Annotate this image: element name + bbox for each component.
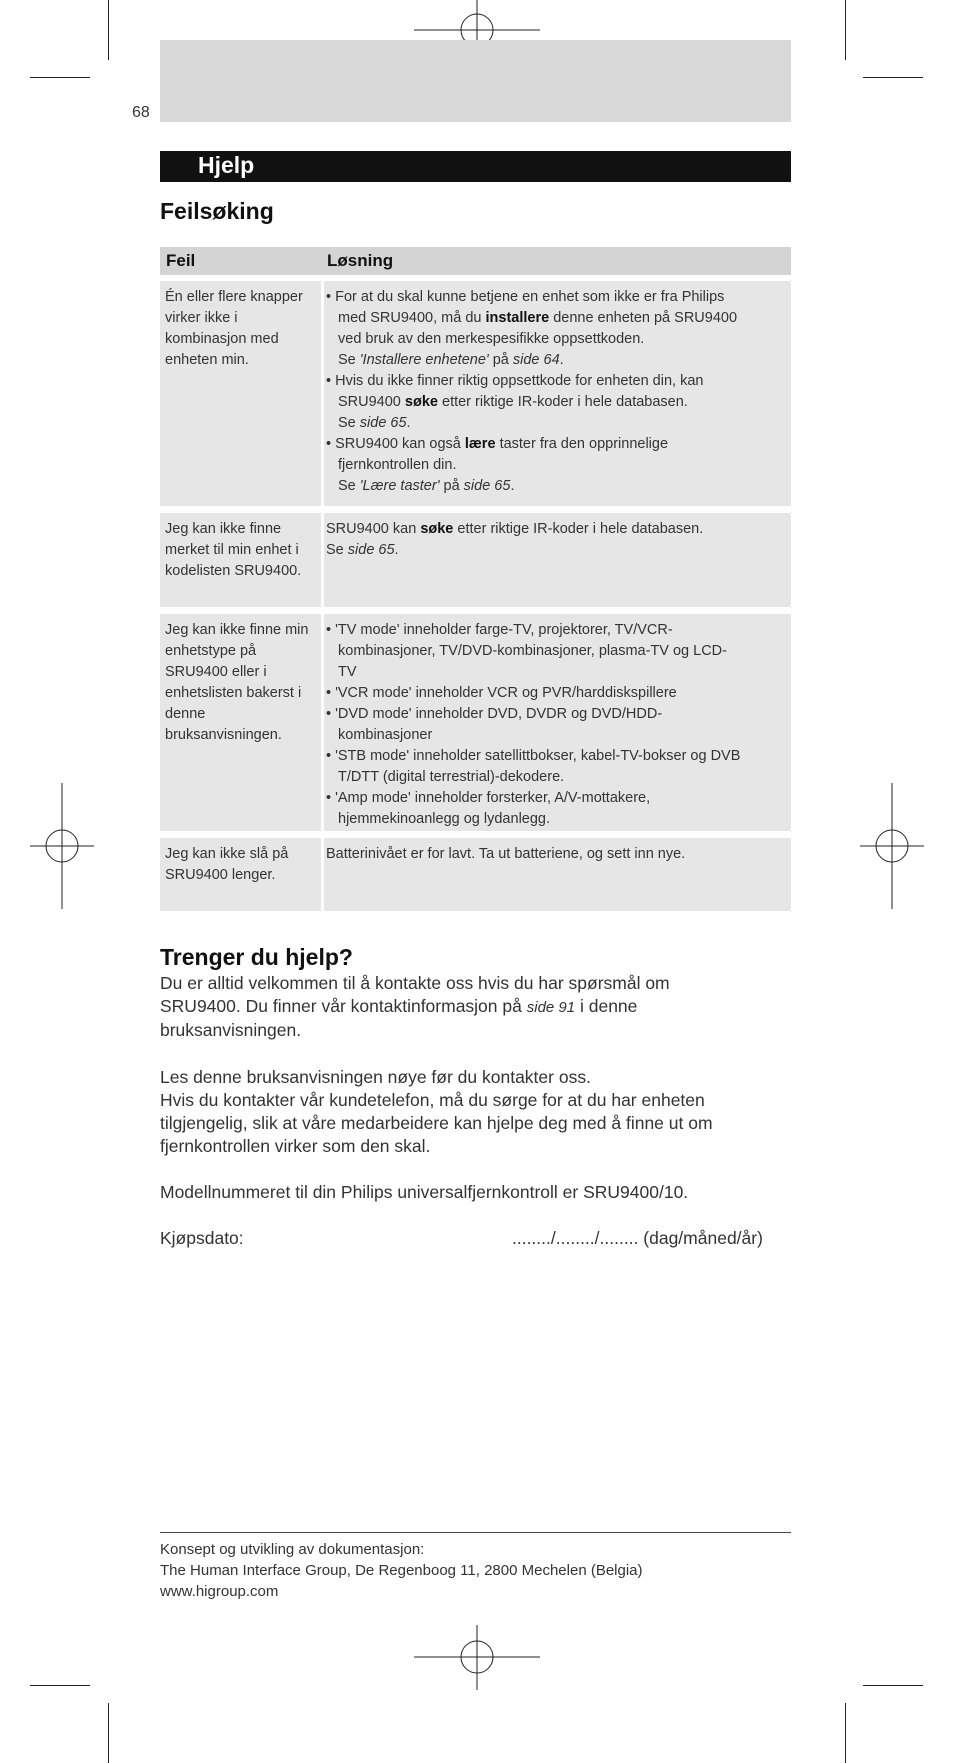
- solution-line: • 'DVD mode' inneholder DVD, DVDR og DVD/HDD-: [326, 706, 663, 722]
- help-title: Trenger du hjelp?: [160, 944, 353, 970]
- help-paragraph: [160, 972, 800, 1042]
- header-band: [160, 40, 791, 122]
- crop-mark: [863, 1685, 923, 1686]
- solution-line: Se side 65.: [326, 542, 399, 558]
- header-solution: Løsning: [327, 251, 394, 270]
- problem-cell: Jeg kan ikke finne merket til min enhet i kodelisten SRU9400.: [165, 521, 302, 579]
- registration-mark-icon: [414, 1625, 540, 1690]
- footer-link[interactable]: www.higroup.com: [160, 1583, 279, 1600]
- troubleshooting-title: Feilsøking: [160, 198, 274, 224]
- crop-mark: [108, 0, 109, 60]
- paragraph-line: bruksanvisningen.: [160, 1020, 302, 1040]
- solution-line: Se 'Installere enhetene' på side 64.: [338, 352, 564, 368]
- solution-line: Se 'Lære taster' på side 65.: [338, 478, 515, 494]
- crop-mark: [845, 1703, 846, 1763]
- paragraph-line: Les denne bruksanvisningen nøye før du kontakter oss.: [160, 1067, 591, 1087]
- column-divider: [321, 838, 324, 911]
- crop-mark: [30, 1685, 90, 1686]
- solution-line: kombinasjoner, TV/DVD-kombinasjoner, plasma-TV og LCD-: [338, 643, 727, 659]
- crop-mark: [108, 1703, 109, 1763]
- header-problem: Feil: [166, 251, 196, 270]
- registration-mark-icon: [860, 783, 924, 909]
- solution-line: kombinasjoner: [338, 727, 433, 743]
- footer-divider: [160, 1532, 791, 1533]
- solution-line: ved bruk av den merkespesifikke oppsettkoden.: [338, 331, 645, 347]
- solution-line: • SRU9400 kan også lære taster fra den opprinnelige: [326, 436, 669, 452]
- crop-mark: [30, 77, 90, 78]
- section-title: Hjelp: [198, 152, 255, 178]
- paragraph-line: tilgjengelig, slik at våre medarbeidere kan hjelpe deg med å finne ut om: [160, 1113, 713, 1133]
- footer-credits: [160, 1539, 643, 1602]
- problem-cell: Jeg kan ikke slå på SRU9400 lenger.: [165, 846, 289, 883]
- footer-line: Konsept og utvikling av dokumentasjon:: [160, 1541, 425, 1558]
- section-title-bar: [160, 151, 791, 182]
- footer-line: The Human Interface Group, De Regenboog 11, 2800 Mechelen (Belgia): [160, 1562, 643, 1579]
- model-number-text: Modellnummeret til din Philips universalfjernkontroll er SRU9400/10.: [160, 1182, 689, 1202]
- purchase-date-label: Kjøpsdato:: [160, 1228, 244, 1248]
- solution-cell: [326, 519, 788, 561]
- solution-line: SRU9400 søke etter riktige IR-koder i hele databasen.: [338, 394, 688, 410]
- solution-line: SRU9400 kan søke etter riktige IR-koder i hele databasen.: [326, 521, 704, 537]
- solution-line: • 'VCR mode' inneholder VCR og PVR/harddiskspillere: [326, 685, 677, 701]
- table-row: [160, 513, 791, 607]
- solution-cell: [326, 287, 788, 497]
- solution-line: • 'TV mode' inneholder farge-TV, projektorer, TV/VCR-: [326, 622, 673, 638]
- purchase-date-field: ......../......../........ (dag/måned/år): [512, 1228, 763, 1248]
- paragraph-line: fjernkontrollen virker som den skal.: [160, 1136, 431, 1156]
- table-row: [160, 614, 791, 831]
- solution-line: • 'STB mode' inneholder satellittbokser, kabel-TV-bokser og DVB: [326, 748, 741, 764]
- registration-mark-icon: [30, 783, 94, 909]
- help-paragraph: [160, 1066, 800, 1158]
- solution-line: • For at du skal kunne betjene en enhet som ikke er fra Philips: [326, 289, 725, 305]
- paragraph-line: Hvis du kontakter vår kundetelefon, må du sørge for at du har enheten: [160, 1090, 705, 1110]
- crop-mark: [845, 0, 846, 60]
- solution-line: • Hvis du ikke finner riktig oppsettkode for enheten din, kan: [326, 373, 704, 389]
- column-divider: [321, 513, 324, 607]
- solution-line: fjernkontrollen din.: [338, 457, 457, 473]
- column-divider: [321, 614, 324, 831]
- solution-cell: [326, 620, 788, 830]
- paragraph-line: Du er alltid velkommen til å kontakte oss hvis du har spørsmål om: [160, 973, 670, 993]
- crop-mark: [863, 77, 923, 78]
- solution-line: med SRU9400, må du installere denne enheten på SRU9400: [338, 310, 738, 326]
- paragraph-line: SRU9400. Du finner vår kontaktinformasjon på side 91 i denne: [160, 996, 638, 1016]
- table-row: [160, 838, 791, 911]
- solution-line: hjemmekinoanlegg og lydanlegg.: [338, 811, 551, 827]
- page-number: 68: [132, 104, 150, 121]
- solution-line: • 'Amp mode' inneholder forsterker, A/V-mottakere,: [326, 790, 651, 806]
- solution-cell: [326, 844, 788, 865]
- table-header: [160, 247, 791, 275]
- problem-cell: Én eller flere knapper virker ikke i kombinasjon med enheten min.: [165, 289, 303, 368]
- solution-line: T/DTT (digital terrestrial)-dekodere.: [338, 769, 565, 785]
- problem-cell: Jeg kan ikke finne min enhetstype på SRU9400 eller i enhetslisten bakerst i denne bruksanvisningen.: [165, 622, 309, 743]
- solution-line: Batterinivået er for lavt. Ta ut batteriene, og sett inn nye.: [326, 846, 686, 862]
- table-row: [160, 281, 791, 506]
- solution-line: Se side 65.: [338, 415, 411, 431]
- solution-line: TV: [338, 664, 357, 680]
- column-divider: [321, 281, 324, 506]
